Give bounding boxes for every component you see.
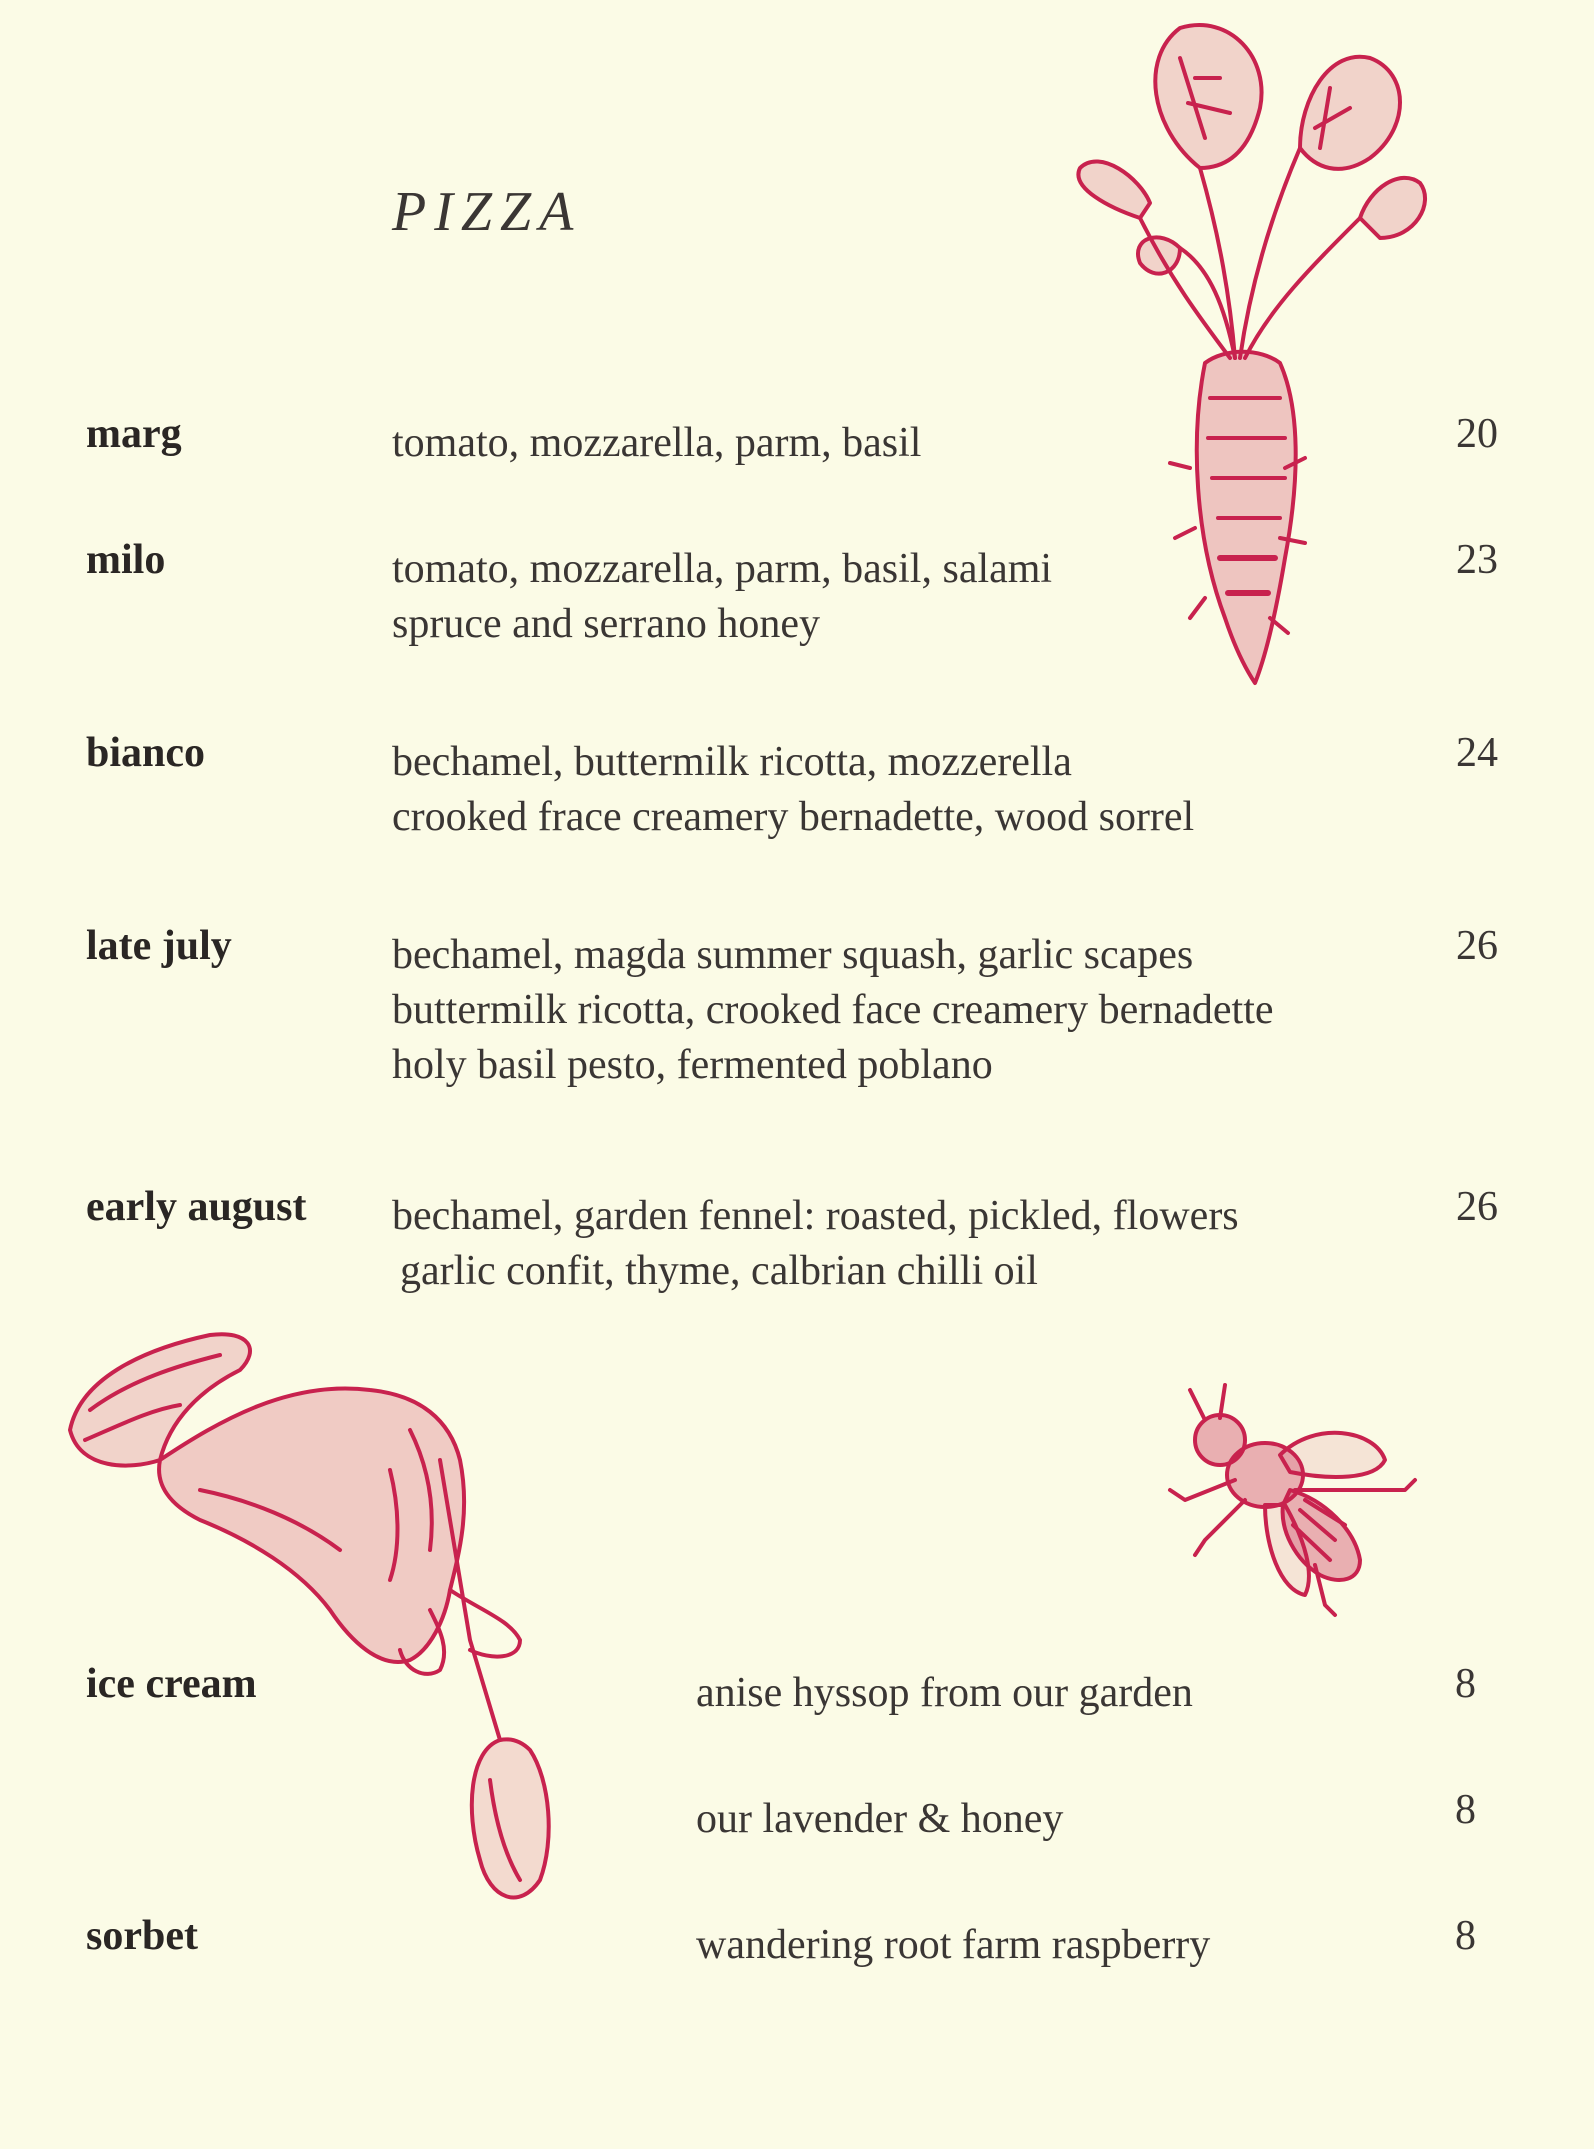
dessert-flavor: wandering root farm raspberry [696, 1922, 1211, 1968]
pizza-price: 20 [1456, 411, 1498, 457]
ingredient-line: tomato, mozzarella, parm, basil [392, 420, 922, 466]
pizza-name: marg [86, 411, 182, 457]
ingredient-line: garlic confit, thyme, calbrian chilli oil [400, 1248, 1038, 1294]
dessert-flavor: anise hyssop from our garden [696, 1670, 1193, 1716]
radish-illustration [1030, 18, 1450, 688]
ingredient-line: buttermilk ricotta, crooked face creamery bernadette [392, 987, 1274, 1033]
ingredient-line: crooked frace creamery bernadette, wood sorrel [392, 794, 1195, 840]
pizza-price: 26 [1456, 923, 1498, 969]
ingredient-line: holy basil pesto, fermented poblano [392, 1042, 993, 1088]
pizza-ingredients [392, 1183, 1239, 1305]
dessert-price: 8 [1455, 1913, 1476, 1959]
dessert-name: ice cream [86, 1661, 257, 1707]
pizza-ingredients [392, 410, 921, 477]
dessert-description [696, 1660, 1193, 1727]
ingredient-line: bechamel, magda summer squash, garlic scapes [392, 932, 1194, 978]
pizza-name: early august [86, 1184, 307, 1230]
pizza-price: 26 [1456, 1184, 1498, 1230]
pizza-ingredients [392, 922, 1274, 1099]
ingredient-line: bechamel, garden fennel: roasted, pickled, flowers [392, 1193, 1239, 1239]
pizza-name: late july [86, 923, 232, 969]
dessert-name: sorbet [86, 1913, 198, 1959]
dessert-price: 8 [1455, 1661, 1476, 1707]
pizza-ingredients [392, 536, 1052, 658]
dessert-description [696, 1912, 1210, 1979]
section-heading-pizza: PIZZA [392, 181, 582, 243]
dessert-description [696, 1786, 1063, 1853]
ingredient-line: spruce and serrano honey [392, 601, 820, 647]
bee-illustration [1165, 1380, 1425, 1620]
dessert-price: 8 [1455, 1787, 1476, 1833]
pizza-price: 23 [1456, 537, 1498, 583]
pizza-name: bianco [86, 730, 206, 776]
hand-with-spoon-illustration [50, 1310, 590, 1920]
ingredient-line: tomato, mozzarella, parm, basil, salami [392, 546, 1053, 592]
pizza-price: 24 [1456, 730, 1498, 776]
dessert-flavor: our lavender & honey [696, 1796, 1064, 1842]
pizza-name: milo [86, 537, 166, 583]
pizza-ingredients [392, 729, 1194, 851]
ingredient-line: bechamel, buttermilk ricotta, mozzerella [392, 739, 1072, 785]
